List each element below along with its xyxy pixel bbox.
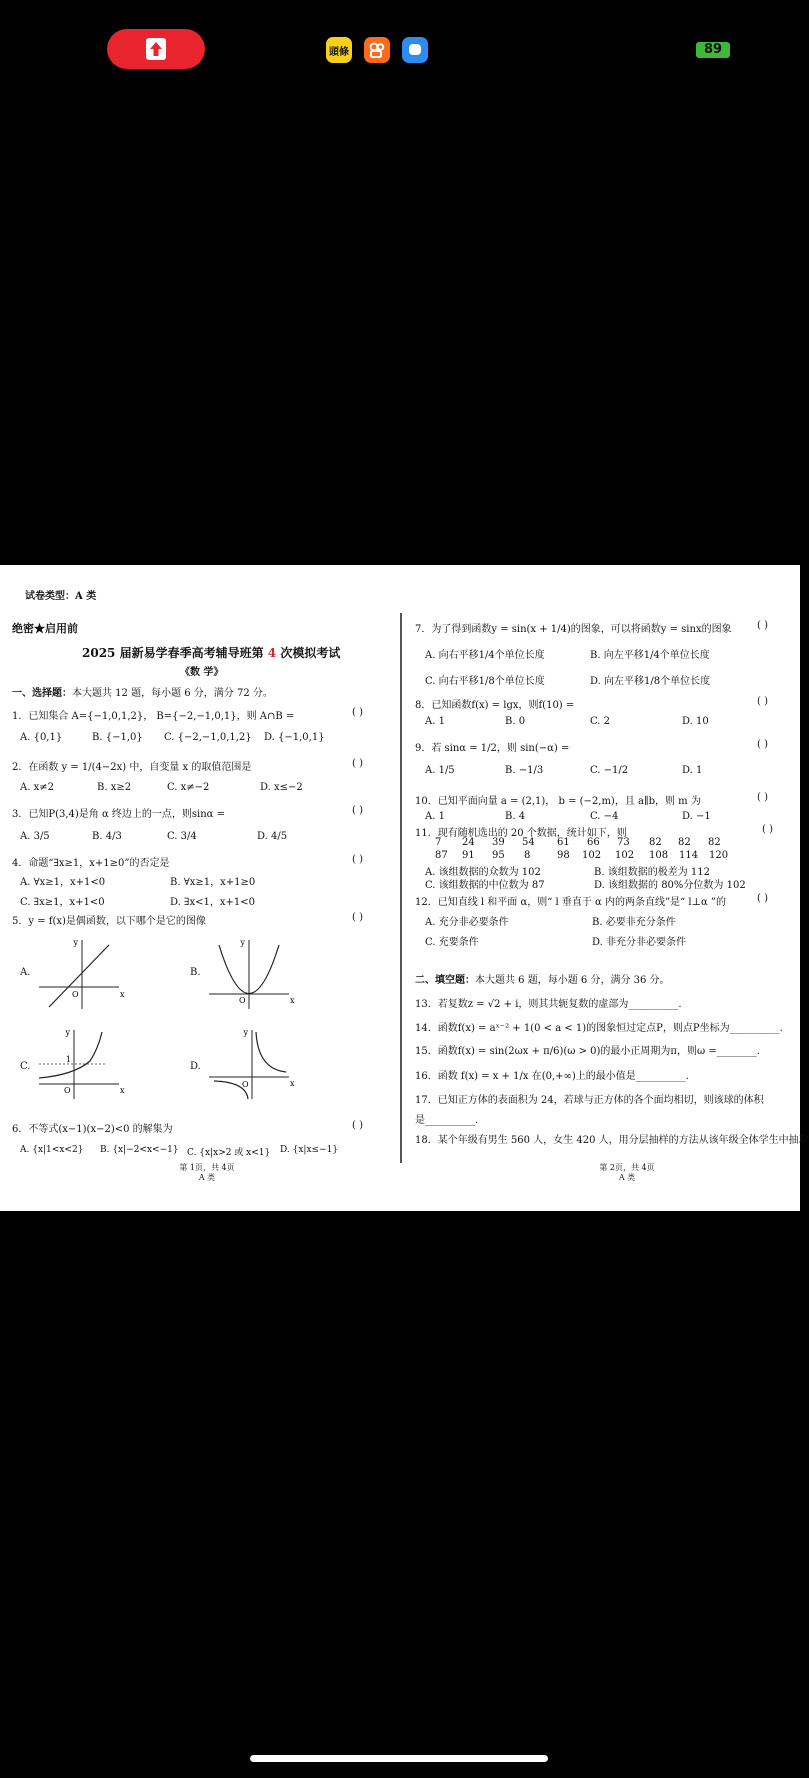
q6-answer-paren: ( ) <box>352 1120 363 1131</box>
q11-row1-item: 82 <box>678 837 691 848</box>
q2-option-d: D. x≤−2 <box>260 782 303 793</box>
q11-row2-item: 120 <box>709 850 729 861</box>
q1-option-d: D. {−1,0,1} <box>264 732 325 743</box>
q6-option-a: A. {x|1<x<2} <box>20 1145 84 1155</box>
section1-heading <box>12 684 273 699</box>
q12-option-b: B. 必要非充分条件 <box>592 917 676 928</box>
screen-record-button[interactable] <box>107 29 205 69</box>
q1-stem: 1．已知集合 A={−1,0,1,2}， B={−2,−1,0,1}，则 A∩B = <box>12 711 295 722</box>
q11-option-c: C. 该组数据的中位数为 87 <box>425 880 545 891</box>
q17-text: 17．已知正方体的表面积为 24，若球与正方体的各个面均相切，则该球的体积 <box>415 1095 764 1106</box>
paper-type: 试卷类型：A 类 <box>25 591 97 602</box>
q8-answer-paren: ( ) <box>757 696 768 707</box>
q4-option-c: C. ∃x≥1，x+1<0 <box>20 897 105 908</box>
q9-option-a: A. 1/5 <box>425 765 455 776</box>
column-divider <box>400 613 402 1163</box>
q8-option-c: C. 2 <box>590 716 611 727</box>
q2-option-c: C. x≠−2 <box>167 782 210 793</box>
q8-option-d: D. 10 <box>682 716 709 727</box>
q4-option-d: D. ∃x<1，x+1<0 <box>170 897 255 908</box>
q11-row2-item: 91 <box>462 850 475 861</box>
q3-stem: 3．已知P(3,4)是角 α 终边上的一点，则sinα = <box>12 809 225 820</box>
title-number: 4 <box>267 646 277 660</box>
q5-option-b: B. <box>190 967 201 978</box>
q11-row2-item: 95 <box>492 850 505 861</box>
q10-option-b: B. 4 <box>505 811 526 822</box>
title-suffix: 次模拟考试 <box>280 646 341 660</box>
page-title <box>82 644 340 661</box>
section2-desc: 本大题共 6 题，每小题 6 分，满分 36 分。 <box>475 975 670 986</box>
q5-a-x-label: x <box>120 990 125 999</box>
q11-option-a: A. 该组数据的众数为 102 <box>425 867 541 878</box>
q11-row2-item: 108 <box>649 850 669 861</box>
q5-option-d: D. <box>190 1061 201 1072</box>
q5-option-c: C. <box>20 1061 31 1072</box>
battery-indicator: 89 <box>696 42 730 58</box>
q11-row1-item: 82 <box>708 837 721 848</box>
q11-row2-item: 102 <box>582 850 602 861</box>
q13-text: 13．若复数z = √2 + i，则其共轭复数的虚部为__________. <box>415 999 682 1010</box>
q10-stem: 10．已知平面向量 a = (2,1)， b = (−2,m)，且 a∥b，则 m 为 <box>415 796 701 807</box>
q12-stem: 12．已知直线 l 和平面 α，则“ l 垂直于 α 内的两条直线”是“ l⊥α ”的 <box>415 897 727 908</box>
q6-stem: 6．不等式(x−1)(x−2)<0 的解集为 <box>12 1124 173 1135</box>
news-app-label: 頭條 <box>329 46 349 58</box>
q11-row1-item: 61 <box>557 837 570 848</box>
q11-option-b: B. 该组数据的极差为 112 <box>594 867 710 878</box>
q2-answer-paren: ( ) <box>352 758 363 769</box>
confidential-label: 绝密★启用前 <box>12 622 78 635</box>
subject-label: 《数 学》 <box>180 667 224 678</box>
q5-d-x-label: x <box>290 1079 295 1088</box>
q15-text: 15．函数f(x) = sin(2ωx + π/6)(ω > 0)的最小正周期为π，则ω =________. <box>415 1046 760 1057</box>
q11-row2-item: 87 <box>435 850 448 861</box>
q11-row2-item: 8 <box>524 850 531 861</box>
q1-option-b: B. {−1,0} <box>92 732 143 743</box>
section2-label: 二、填空题： <box>415 975 475 986</box>
q3-option-c: C. 3/4 <box>167 831 197 842</box>
section1-desc: 本大题共 12 题，每小题 6 分，满分 72 分。 <box>72 688 273 699</box>
q12-answer-paren: ( ) <box>757 893 768 904</box>
q5-graph-b <box>204 937 294 1012</box>
q8-option-a: A. 1 <box>425 716 445 727</box>
q14-text: 14．函数f(x) = aˣ⁻² + 1(0 < a < 1)的图象恒过定点P，则点P坐标为__________. <box>415 1023 783 1034</box>
q5-c-origin-label: O <box>64 1086 71 1095</box>
q5-b-y-label: y <box>240 938 245 947</box>
chat-app-icon[interactable] <box>402 37 428 63</box>
q10-option-d: D. −1 <box>682 811 711 822</box>
q4-answer-paren: ( ) <box>352 854 363 865</box>
q10-option-a: A. 1 <box>425 811 445 822</box>
q10-option-c: C. −4 <box>590 811 619 822</box>
q3-option-b: B. 4/3 <box>92 831 122 842</box>
news-app-icon[interactable] <box>326 37 352 63</box>
q5-c-x-label: x <box>120 1086 125 1095</box>
q5-b-origin-label: O <box>239 996 246 1005</box>
footer-left-page: 第 1页，共 4页 <box>179 1163 235 1172</box>
q18-text: 18．某个年级有男生 560 人，女生 420 人，用分层抽样的方法从该年级全体学生中抽取 <box>415 1135 809 1146</box>
section2-heading <box>415 971 670 986</box>
q5-c-y-label: y <box>65 1028 70 1037</box>
q4-stem: 4．命题“∃x≥1，x+1≥0”的否定是 <box>12 858 170 869</box>
footer-left-class: A 类 <box>198 1173 216 1182</box>
q1-option-c: C. {−2,−1,0,1,2} <box>164 732 252 743</box>
q11-row1-item: 39 <box>492 837 505 848</box>
footer-right-page: 第 2页，共 4页 <box>599 1163 655 1172</box>
q2-option-a: A. x≠2 <box>20 782 54 793</box>
q9-stem: 9．若 sinα = 1/2，则 sin(−α) = <box>415 743 570 754</box>
home-indicator[interactable] <box>250 1755 548 1762</box>
q4-option-b: B. ∀x≥1，x+1≥0 <box>170 877 256 888</box>
footer-right-class: A 类 <box>618 1173 636 1182</box>
q10-answer-paren: ( ) <box>757 792 768 803</box>
q6-option-b: B. {x|−2<x<−1} <box>100 1145 179 1155</box>
notification-icons <box>326 37 428 63</box>
q12-option-c: C. 充要条件 <box>425 937 479 948</box>
q9-option-c: C. −1/2 <box>590 765 629 776</box>
q9-answer-paren: ( ) <box>757 739 768 750</box>
q2-stem: 2．在函数 y = 1/(4−2x) 中，自变量 x 的取值范围是 <box>12 762 252 773</box>
q5-graph-c <box>34 1027 124 1102</box>
q11-row1-item: 73 <box>617 837 630 848</box>
q11-row1-item: 82 <box>649 837 662 848</box>
q5-option-a: A. <box>20 967 31 978</box>
q8-stem: 8．已知函数f(x) = lgx，则f(10) = <box>415 700 575 711</box>
q12-option-a: A. 充分非必要条件 <box>425 917 509 928</box>
q11-row1-item: 66 <box>587 837 600 848</box>
status-bar <box>0 0 800 100</box>
q11-row2-item: 102 <box>615 850 635 861</box>
exam-page <box>0 565 809 1211</box>
q5-d-origin-label: O <box>242 1080 249 1089</box>
q5-a-origin-label: O <box>72 990 79 999</box>
q8-option-b: B. 0 <box>505 716 526 727</box>
q6-option-d: D. {x|x≤−1} <box>280 1145 339 1155</box>
q3-answer-paren: ( ) <box>352 805 363 816</box>
q12-option-d: D. 非充分非必要条件 <box>592 937 687 948</box>
q4-option-a: A. ∀x≥1，x+1<0 <box>20 877 106 888</box>
section1-label: 一、选择题： <box>12 688 72 699</box>
q16-text: 16．函数 f(x) = x + 1/x 在(0,+∞)上的最小值是__________. <box>415 1071 689 1082</box>
q11-row1-item: 7 <box>435 837 442 848</box>
q5-graph-a <box>34 937 124 1012</box>
q5-b-x-label: x <box>290 996 295 1005</box>
kuaishou-app-icon[interactable] <box>364 37 390 63</box>
q5-a-y-label: y <box>73 938 78 947</box>
q5-answer-paren: ( ) <box>352 912 363 923</box>
q7-answer-paren: ( ) <box>757 620 768 631</box>
q1-option-a: A. {0,1} <box>20 732 63 743</box>
q3-option-d: D. 4/5 <box>257 831 288 842</box>
q5-c-tick-label: 1 <box>65 1055 71 1064</box>
q7-option-d: D. 向左平移1/8个单位长度 <box>590 676 711 687</box>
q9-option-b: B. −1/3 <box>505 765 544 776</box>
q6-option-c: C. {x|x>2 或 x<1} <box>187 1148 271 1158</box>
q11-row2-item: 114 <box>679 850 699 861</box>
q5-graph-d <box>204 1027 294 1102</box>
q3-option-a: A. 3/5 <box>20 831 50 842</box>
q7-option-a: A. 向右平移1/4个单位长度 <box>425 650 545 661</box>
q11-row1-item: 54 <box>522 837 535 848</box>
q11-option-d: D. 该组数据的 80%分位数为 102 <box>594 880 746 891</box>
q9-option-d: D. 1 <box>682 765 703 776</box>
q7-stem: 7．为了得到函数y = sin(x + 1/4)的图象，可以将函数y = sinx的图象 <box>415 624 732 635</box>
title-prefix: 2025 届新易学春季高考辅导班第 <box>82 646 264 660</box>
q7-option-b: B. 向左平移1/4个单位长度 <box>590 650 710 661</box>
record-upload-icon <box>145 37 167 61</box>
q17-text-cont: 是__________. <box>415 1115 479 1126</box>
q11-stem: 11．现有随机选出的 20 个数据，统计如下，则 <box>415 828 627 839</box>
q11-row2-item: 98 <box>557 850 570 861</box>
q11-row1-item: 24 <box>462 837 475 848</box>
q1-answer-paren: ( ) <box>352 707 363 718</box>
q5-stem: 5．y = f(x)是偶函数，以下哪个是它的图像 <box>12 916 206 927</box>
q7-option-c: C. 向右平移1/8个单位长度 <box>425 676 545 687</box>
q11-answer-paren: ( ) <box>762 824 773 835</box>
q2-option-b: B. x≥2 <box>97 782 132 793</box>
q5-d-y-label: y <box>243 1028 248 1037</box>
